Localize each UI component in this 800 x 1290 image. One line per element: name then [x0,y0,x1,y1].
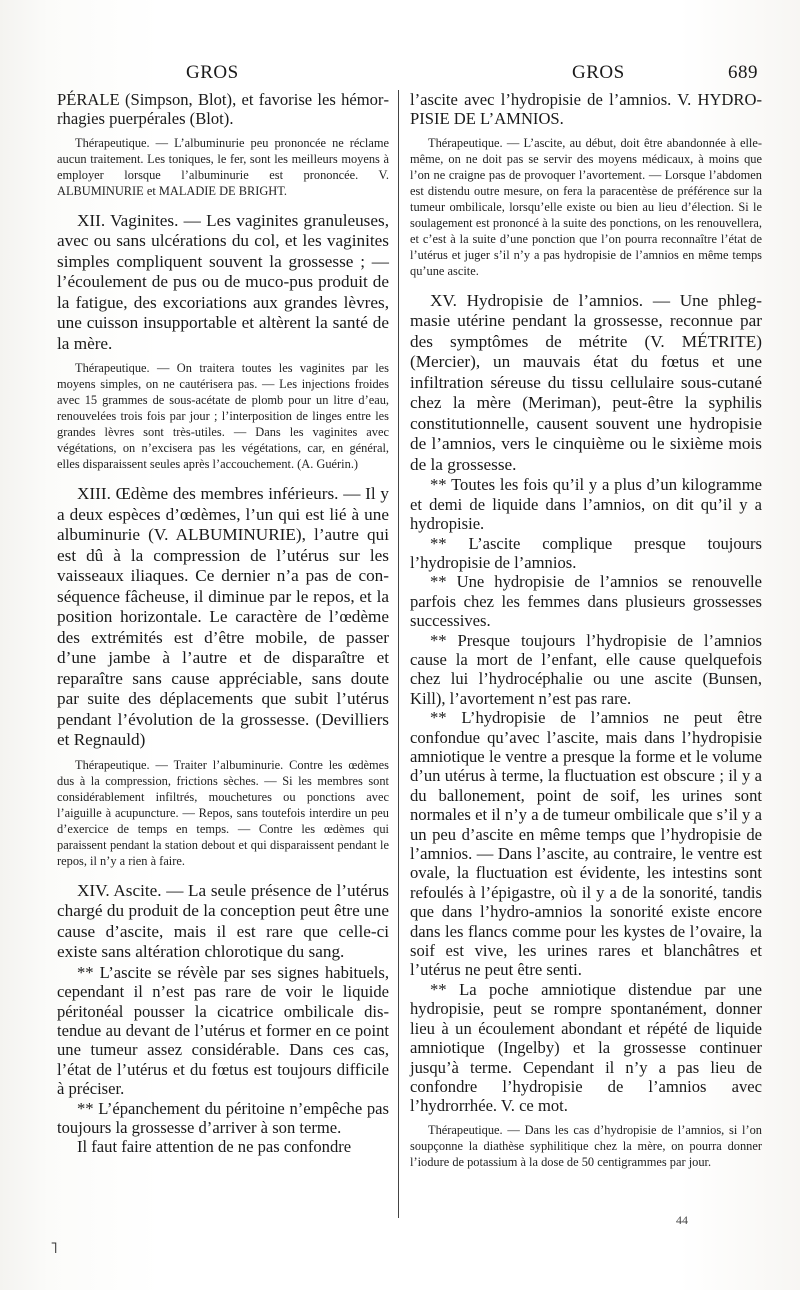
page-number: 689 [728,62,758,83]
paragraph-ascite-epanchement: ** L’épanchement du péritoine n’empêche pas toujours la grossesse d’arriver à son terme. [57,1098,389,1138]
section-xii-vaginites: XII. Vaginites. — Les vaginites granuleuses, avec ou sans ulcérations du col, et les vaginites simples compliquent souvent la grossesse ; — l’écoulement de pus ou de muco-pus produit de la fatigue, des excoriations aux grandes lèvres, une cuisson insupportable et altèrent la santé de la mère. [57,210,389,353]
running-header [0,62,800,92]
paragraph-perale-continuation: PÉRALE (Simpson, Blot), et favorise les hémorrhagies puerpérales (Blot). [57,90,389,129]
paragraph-ascite-continuation: l’ascite avec l’hydropisie de l’amnios. V. HYDROPISIE DE L’AMNIOS. [410,90,762,129]
therapeutique-albuminurie: Thérapeutique. — L’albuminurie peu prononcée ne réclame aucun traitement. Les toniques, le fer, sont les meilleurs moyens à employer lorsque l’albuminurie est prononcée. V. ALBUMINURIE et MALADIE DE BRIGHT. [57,135,389,198]
left-running-head: GROS [186,62,239,83]
left-column [57,90,389,1157]
paragraph-hydropisie-renouvelle: ** Une hydropisie de l’amnios se renouvelle parfois chez les femmes dans plusieurs grossesses successives. [410,572,762,631]
right-running-head: GROS [572,62,625,83]
paragraph-hydropisie-diagnostic: ** L’hydropisie de l’amnios ne peut être confondue qu’avec l’ascite, mais dans l’hydropisie amniotique le ventre a presque la forme et le volume d’un utérus à terme, la fluctuation est obscure ; il y a du ballonement, point de soif, les urines sont normales et il n’y a de tumeur ombilicale que s’il y a un peu d’ascite en même temps que l’hydropisie de l’amnios. — Dans l’ascite, au contraire, le ventre est ovale, la fluctuation est évidente, les intestins sont refoulés à l’épigastre, où il y a de la sonorité, tandis que dans l’hydro-amnios la sonorité existe encore dans les flancs comme pour les kystes de l’ovaire, la soif est vive, les urines rares et blanchâtres et l’utérus ne peut être senti. [410,708,762,980]
signature-mark: 44 [676,1213,688,1227]
paragraph-hydropisie-mort: ** Presque toujours l’hydropisie de l’amnios cause la mort de l’enfant, elle cause quelquefois chez lui l’hydrocéphalie ou une ascite (Bunsen, Kill), l’avortement n’est pas rare. [410,630,762,708]
paragraph-ascite-attention: Il faut faire attention de ne pas confondre [77,1137,352,1157]
therapeutique-vaginites: Thérapeutique. — On traitera toutes les vaginites par les moyens simples, on ne cautérisera pas. — Les injections froides avec 15 grammes de sous-acétate de plomb pour un litre d’eau, renouvelées trois fois par jour ; l’interposition de linges entre les grandes lèvres sont très-utiles. — Dans les vaginites avec végétations, on n’excisera pas les végétations, car, en général, elles disparaissent seules après l’accouchement. (A. Guérin.) [57,361,389,472]
therapeutique-hydropisie: Thérapeutique. — Dans les cas d’hydropisie de l’amnios, si l’on soupçonne la diathèse syphilitique chez la mère, on pourra donner l’iodure de potassium à la dose de 50 centigrammes par jour. [410,1122,762,1169]
paragraph-hydropisie-ascite: ** L’ascite complique presque toujours l’hydropisie de l’amnios. [410,533,762,572]
section-xv-hydropisie: XV. Hydropisie de l’amnios. — Une phlegmasie utérine pendant la grossesse, reconnue par des symptômes de métrite (V. MÉTRITE) (Mercier), un mauvais état du fœtus et une infiltration séreuse du tissu cellulaire sous-cutané chez la mère (Meriman), peut-être la syphilis constitutionnelle, causent souvent une hydropisie de l’amnios, vers le cinquième ou le sixième mois de la grossesse. [410,290,762,474]
margin-mark: ˥ [50,1238,58,1257]
therapeutique-ascite: Thérapeutique. — L’ascite, au début, doit être abandonnée à elle-même, on ne doit pas se servir des moyens médicaux, à moins que l’on ne craigne pas de provoquer l’avortement. — Lorsque l’abdomen est distendu outre mesure, on fera la paracentèse de préférence sur la tumeur ombilicale, lorsqu’elle existe ou bien au lieu d’élection. Si le soulagement est prononcé à la suite des ponctions, on les renouvellera, et c’est à la suite d’une ponction que l’on pourra reconnaître l’état de l’utérus et juger s’il n’y a pas hydropisie de l’amnios en même temps qu’une ascite. [410,135,762,278]
paragraph-hydropisie-definition: ** Toutes les fois qu’il y a plus d’un kilogramme et demi de liquide dans l’amnios, on dit qu’il y a hydropisie. [410,475,762,534]
section-xiii-oedeme: XIII. Œdème des membres inférieurs. — Il y a deux espèces d’œdèmes, l’un qui est lié à une albuminurie (V. ALBUMINURIE), l’autre qui est dû à la compression de l’utérus sur les vaisseaux iliaques. Ce dernier n’a pas de conséquence fâcheuse, il diminue par le repos, et la position horizontale. Le caractère de l’œdème des extrémités est d’être mobile, de passer d’une jambe à l’autre et de disparaître et reparaître sans cause appréciable, sans doute par suite des déplacements que subit l’utérus pendant l’évolution de la grossesse. (Devilliers et Regnauld) [57,484,389,750]
right-column [410,90,762,1170]
therapeutique-oedeme: Thérapeutique. — Traiter l’albuminurie. Contre les œdèmes dus à la compression, frictions sèches. — Si les membres sont considérablement infiltrés, mouchetures ou ponctions avec l’aiguille à acupuncture. — Repos, sans toutefois interdire un peu d’exercice de temps en temps. — Contre les œdèmes qui paraissent pendant la station debout et qui disparaissent pendant le repos, il n’y a rien à faire. [57,757,389,868]
paragraph-ascite-signes: ** L’ascite se révèle par ses signes habituels, cependant il n’est pas rare de voir le liquide péritonéal pousser la cicatrice ombilicale distendue au devant de l’utérus et former en ce point une tumeur assez considérable. Dans ces cas, l’état de l’utérus et du fœtus est toujours difficile à préciser. [57,962,389,1099]
section-xiv-ascite: XIV. Ascite. — La seule présence de l’utérus chargé du produit de la conception peut être une cause d’ascite, mais il est rare que celle-ci existe sans altération chlorotique du sang. [57,880,389,962]
column-divider [398,90,399,1218]
paragraph-hydropisie-rupture: ** La poche amniotique distendue par une hydropisie, peut se rompre spontanément, donner lieu à un écoulement abondant et répété de liquide amniotique (Ingelby) et la grossesse continuer jusqu’à terme. Cependant il n’y a pas lieu de confondre l’hydropisie de l’amnios avec l’hydrorrhée. V. ce mot. [410,979,762,1116]
